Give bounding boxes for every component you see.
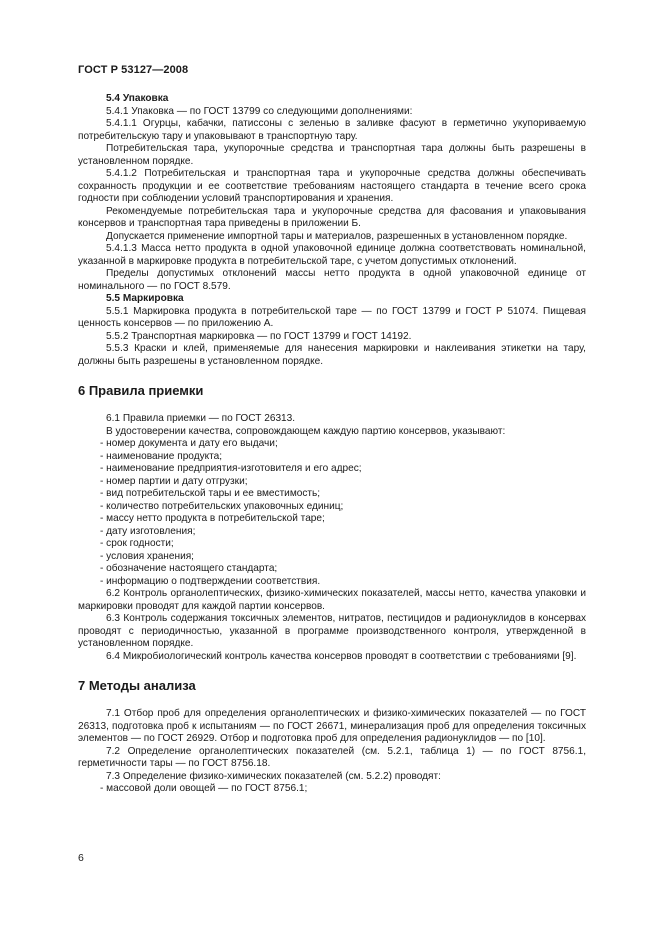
subsection-title: 5.5 Маркировка	[106, 293, 184, 304]
paragraph: 5.4.1.3 Масса нетто продукта в одной упаковочной единице должна соответствовать номинальной, указанной в маркировке продукта в потребительской таре, с учетом допустимых отклонений.	[78, 243, 586, 267]
paragraph: 5.5.1 Маркировка продукта в потребительской таре — по ГОСТ 13799 и ГОСТ Р 51074. Пищевая ценность консервов — по приложению А.	[78, 305, 586, 329]
paragraph: 7.1 Отбор проб для определения органолептических и физико-химических показателей — по ГОСТ 26313, подготовка проб к испытаниям — по ГОСТ 26671, минерализация проб для определения токсичных элементов — по ГОСТ 26929. Отбор и подготовка проб для определения радионуклидов — по [10].	[78, 708, 586, 744]
list-item: - вид потребительской тары и ее вместимость;	[100, 488, 321, 499]
paragraph: 6.2 Контроль органолептических, физико-химических показателей, массы нетто, качества упаковки и маркировки проводят для каждой партии консервов.	[78, 588, 586, 612]
paragraph: 7.3 Определение физико-химических показателей (см. 5.2.2) проводят:	[106, 770, 441, 782]
list-item: - дату изготовления;	[100, 525, 196, 537]
paragraph: 5.4.1.1 Огурцы, кабачки, патиссоны с зеленью в заливке фасуют в герметично укупориваемую потребительскую тару и упаковывают в транспортную тару.	[78, 118, 586, 142]
list-item: - массу нетто продукта в потребительской таре;	[100, 513, 325, 524]
list-item: - наименование предприятия-изготовителя и его адрес;	[100, 463, 362, 474]
list-item: - количество потребительских упаковочных единиц;	[100, 500, 344, 512]
subsection-title: 5.4 Упаковка	[106, 93, 169, 104]
document-body	[78, 93, 586, 796]
paragraph: 6.4 Микробиологический контроль качества консервов проводят в соответствии с требованиями [9].	[106, 650, 577, 662]
list-item: - массовой доли овощей — по ГОСТ 8756.1;	[100, 783, 308, 794]
paragraph: 6.3 Контроль содержания токсичных элементов, нитратов, пестицидов и радионуклидов в консервах проводят с периодичностью, указанной в программе производственного контроля, утвержденной в установленном порядке.	[78, 613, 586, 649]
paragraph: 6.1 Правила приемки — по ГОСТ 26313.	[106, 413, 296, 424]
paragraph: Пределы допустимых отклонений массы нетто продукта в одной упаковочной единице от номинального — по ГОСТ 8.579.	[78, 268, 586, 292]
paragraph: В удостоверении качества, сопровождающем каждую партию консервов, указывают:	[106, 425, 506, 437]
list-item: - срок годности;	[100, 538, 174, 549]
list-item: - наименование продукта;	[100, 450, 223, 462]
paragraph: 5.5.3 Краски и клей, применяемые для нанесения маркировки и наклеивания этикетки на тару, должны быть разрешены в установленном порядке.	[78, 343, 586, 367]
section-title: 7 Методы анализа	[78, 678, 196, 693]
list-item: - информацию о подтверждении соответствия.	[100, 575, 321, 587]
document-header: ГОСТ Р 53127—2008	[78, 64, 189, 76]
paragraph: 5.5.2 Транспортная маркировка — по ГОСТ 13799 и ГОСТ 14192.	[106, 330, 412, 342]
paragraph: Потребительская тара, укупорочные средства и транспортная тара должны быть разрешены в установленном порядке.	[78, 143, 586, 167]
section-title: 6 Правила приемки	[78, 383, 204, 398]
list-item: - условия хранения;	[100, 550, 194, 562]
paragraph: 7.2 Определение органолептических показателей (см. 5.2.1, таблица 1) — по ГОСТ 8756.1, герметичности тары — по ГОСТ 8756.18.	[78, 745, 586, 769]
paragraph: Допускается применение импортной тары и материалов, разрешенных в установленном порядке.	[106, 230, 568, 242]
paragraph: 5.4.1.2 Потребительская и транспортная тара и укупорочные средства должны обеспечивать сохранность продукции и ее соответствие требованиям настоящего стандарта в течение всего срока годности при соблюдении условий транспортирования и хранения.	[78, 168, 586, 204]
page-number: 6	[78, 852, 84, 864]
list-item: - обозначение настоящего стандарта;	[100, 563, 278, 574]
list-item: - номер документа и дату его выдачи;	[100, 438, 278, 449]
paragraph: 5.4.1 Упаковка — по ГОСТ 13799 со следующими дополнениями:	[106, 105, 413, 117]
list-item: - номер партии и дату отгрузки;	[100, 475, 248, 487]
paragraph: Рекомендуемые потребительская тара и укупорочные средства для фасования и упаковывания консервов и транспортная тара приведены в приложении Б.	[78, 205, 586, 229]
